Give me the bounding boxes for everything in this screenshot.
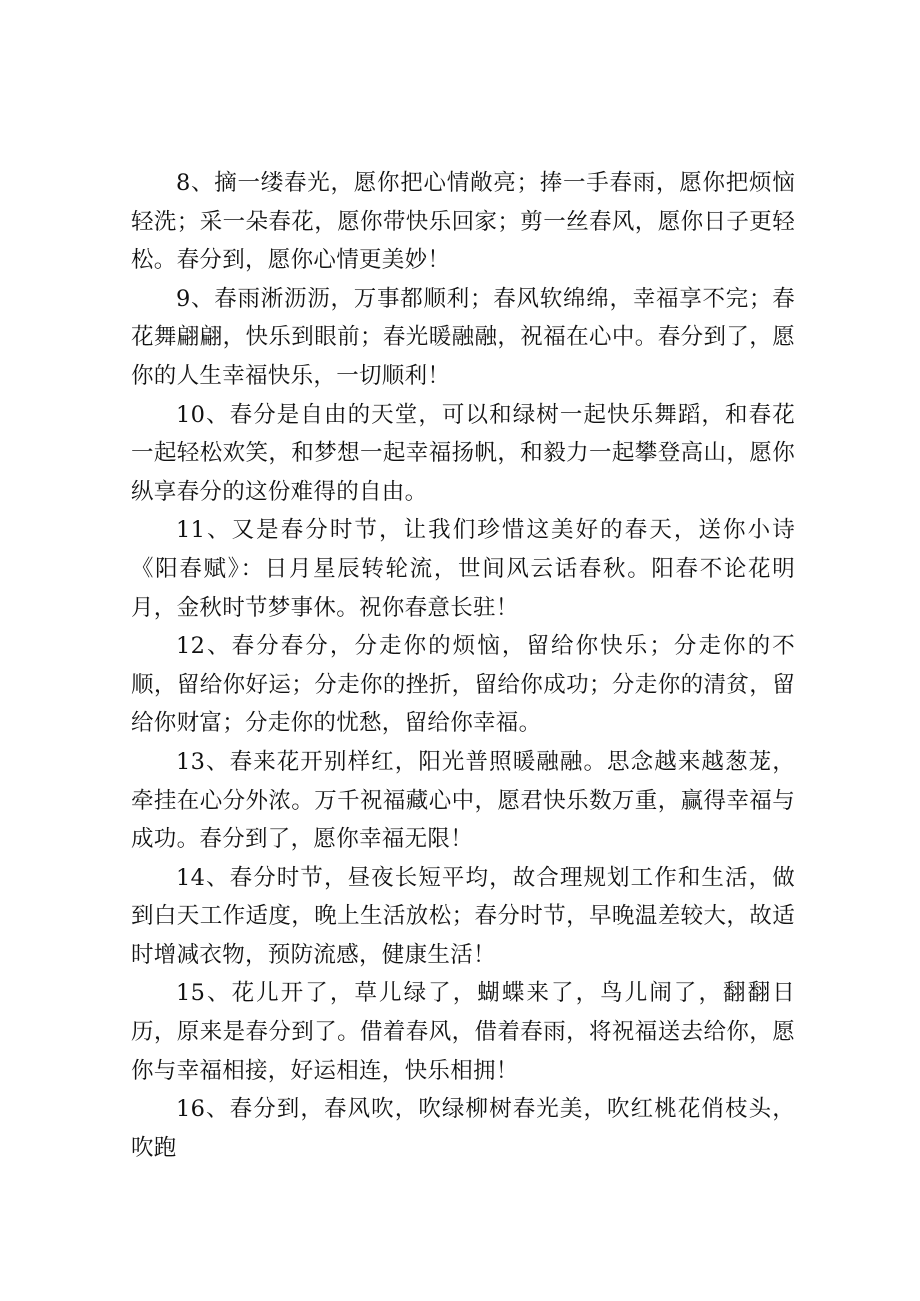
paragraph-13: 13、春来花开别样红，阳光普照暖融融。思念越来越葱茏，牵挂在心分外浓。万千祝福藏心中，愿君快乐数万重，赢得幸福与成功。春分到了，愿你幸福无限！ — [131, 748, 795, 853]
paragraph-9: 9、春雨淅沥沥，万事都顺利；春风软绵绵，幸福享不完；春花舞翩翩，快乐到眼前；春光暖融融，祝福在心中。春分到了，愿你的人生幸福快乐，一切顺利！ — [131, 285, 795, 389]
paragraph-15: 15、花儿开了，草儿绿了，蝴蝶来了，鸟儿闹了，翻翻日历，原来是春分到了。借着春风，借着春雨，将祝福送去给你，愿你与幸福相接，好运相连，快乐相拥！ — [131, 980, 795, 1084]
paragraph-10: 10、春分是自由的天堂，可以和绿树一起快乐舞蹈，和春花一起轻松欢笑，和梦想一起幸福扬帆，和毅力一起攀登高山，愿你纵享春分的这份难得的自由。 — [131, 401, 795, 505]
document-body — [131, 164, 795, 1167]
paragraph-11: 11、又是春分时节，让我们珍惜这美好的春天，送你小诗《阳春赋》：日月星辰转轮流，世间风云话春秋。阳春不论花明月，金秋时节梦事休。祝你春意长驻！ — [131, 517, 795, 621]
paragraph-16: 16、春分到，春风吹，吹绿柳树春光美，吹红桃花俏枝头，吹跑 — [131, 1096, 795, 1161]
paragraph-14: 14、春分时节，昼夜长短平均，故合理规划工作和生活，做到白天工作适度，晚上生活放松；春分时节，早晚温差较大，故适时增减衣物，预防流感，健康生活！ — [131, 864, 795, 968]
paragraph-8: 8、摘一缕春光，愿你把心情敞亮；捧一手春雨，愿你把烦恼轻洗；采一朵春花，愿你带快乐回家；剪一丝春风，愿你日子更轻松。春分到，愿你心情更美妙！ — [131, 170, 795, 274]
paragraph-12: 12、春分春分，分走你的烦恼，留给你快乐；分走你的不顺，留给你好运；分走你的挫折，留给你成功；分走你的清贫，留给你财富；分走你的忧愁，留给你幸福。 — [131, 633, 795, 737]
